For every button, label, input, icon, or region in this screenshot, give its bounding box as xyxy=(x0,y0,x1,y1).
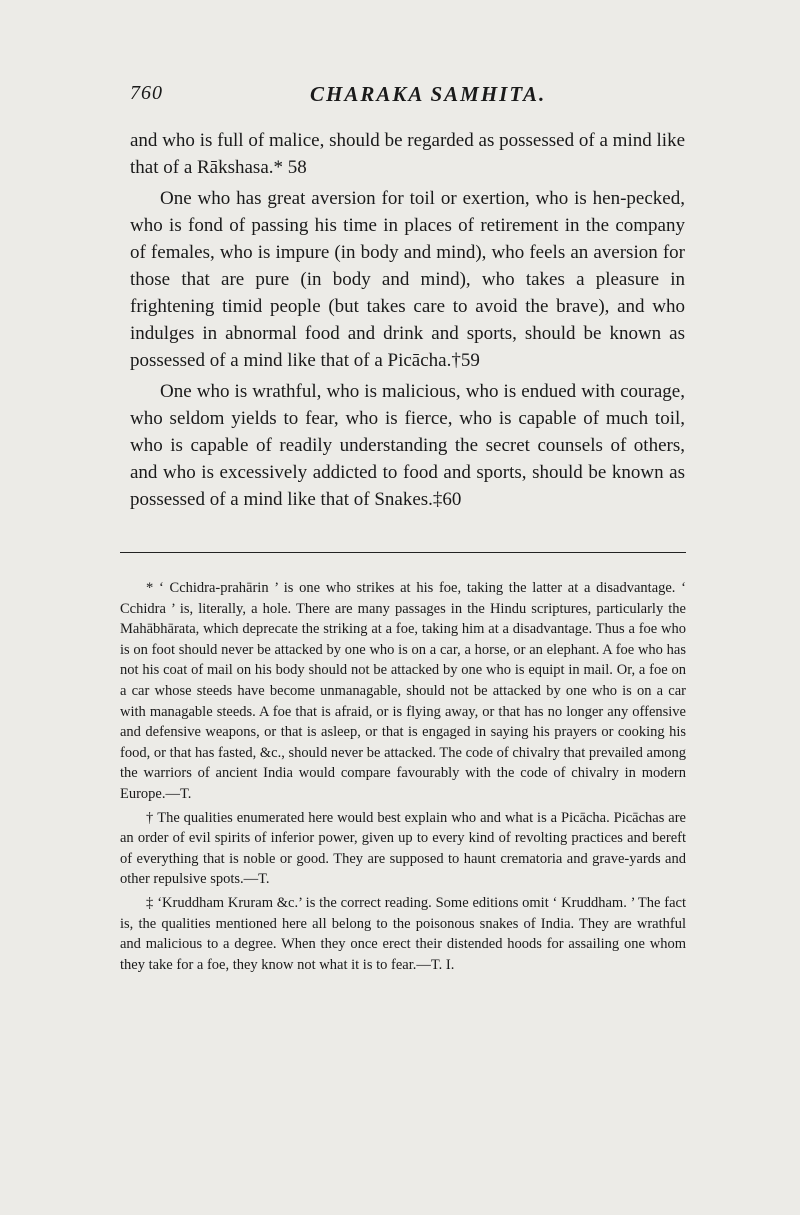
paragraph-continuation: and who is full of malice, should be regarded as possessed of a mind like that of a Rākshasa.* 58 xyxy=(130,130,685,178)
footnote-double-dagger: ‡ ‘Kruddham Kruram &c.’ is the correct reading. Some editions omit ‘ Kruddham. ’ The fact is, the qualities mentioned here all belong to the poisonous snakes of India. They are wrathful and malicious to a degree. When they once erect their distended hoods for assailing one whom they take for a foe, they know not what it is to fear.—T. I. xyxy=(120,894,686,973)
footnote-asterisk: * ‘ Cchidra-prahārin ’ is one who strikes at his foe, taking the latter at a disadvantage. ‘ Cchidra ’ is, literally, a hole. There are many passages in the Hindu scriptures, particularly the Mahābhārata, which deprecate the striking at a foe, taking him at a disadvantage. Thus a foe who is on foot should never be attacked by one who is on a car, a horse, or an elephant. A foe who has not his coat of mail on his body should not be attacked by one who is equipt in mail. Or, a foe on a car whose steeds have become unmanagable, should not be attacked by one who is on a car with managable steeds. A foe that is afraid, or is flying away, or that has no longer any offensive and defensive weapons, or that is asleep, or that is engaged in saying his prayers or cooking his food, or that has fasted, &c., should never be attacked. The code of chivalry that prevailed among the warriors of ancient India would compare favourably with the code of chivalry in modern Europe.—T. xyxy=(120,580,686,802)
footnote-divider xyxy=(120,552,686,553)
paragraph-snakes: One who is wrathful, who is malicious, who is endued with courage, who seldom yields to fear, who is fierce, who is capable of much toil, who is capable of readily understanding the secret counsels of others, and who is excessively addicted to food and sports, should be known as possessed of a mind like that of Snakes.‡60 xyxy=(130,381,685,510)
footnote-dagger: † The qualities enumerated here would best explain who and what is a Picācha. Picāchas are an order of evil spirits of inferior power, given up to every kind of revolting practices and bereft of everything that is noble or good. They are supposed to haunt crematoria and grave-yards and other repulsive spots.—T. xyxy=(120,809,686,888)
running-title: CHARAKA SAMHITA. xyxy=(310,82,547,106)
paragraph-picacha: One who has great aversion for toil or exertion, who is hen-pecked, who is fond of passing his time in places of retirement in the company of females, who is impure (in body and mind), who feels an aversion for those that are pure (in body and mind), who takes a pleasure in frightening timid people (but takes care to avoid the brave), and who indulges in abnormal food and drink and sports, should be known as possessed of a mind like that of a Picācha.†59 xyxy=(130,188,685,371)
page-number: 760 xyxy=(130,82,163,104)
footnotes xyxy=(120,578,686,975)
main-text xyxy=(130,127,685,513)
page-header xyxy=(130,82,690,112)
